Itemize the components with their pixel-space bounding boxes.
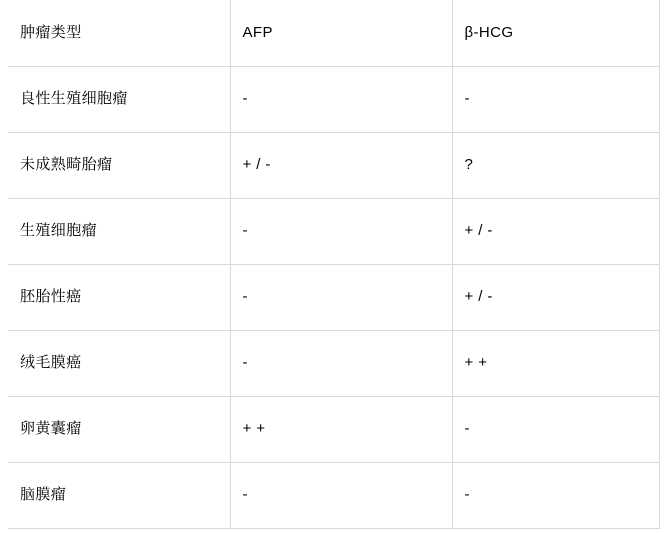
cell-tumor-type: 胚胎性癌 (8, 264, 230, 330)
table-row (8, 264, 659, 330)
cell-tumor-type: 脑膜瘤 (8, 462, 230, 528)
cell-tumor-type: 绒毛膜癌 (8, 330, 230, 396)
table-row (8, 198, 659, 264)
cell-afp-value: - (230, 330, 452, 396)
cell-tumor-type: 生殖细胞瘤 (8, 198, 230, 264)
cell-afp-value: + / - (230, 132, 452, 198)
table-row (8, 462, 659, 528)
cell-hcg-value: ? (452, 132, 659, 198)
cell-tumor-type: 良性生殖细胞瘤 (8, 66, 230, 132)
cell-hcg-value: - (452, 66, 659, 132)
column-header-hcg: β-HCG (452, 0, 659, 66)
cell-tumor-type: 卵黄囊瘤 (8, 396, 230, 462)
column-header-afp: AFP (230, 0, 452, 66)
cell-hcg-value: + + (452, 330, 659, 396)
column-header-tumor-type: 肿瘤类型 (8, 0, 230, 66)
cell-afp-value: - (230, 264, 452, 330)
cell-hcg-value: + / - (452, 198, 659, 264)
table-header-row (8, 0, 659, 66)
cell-afp-value: - (230, 462, 452, 528)
table-row (8, 330, 659, 396)
cell-afp-value: + + (230, 396, 452, 462)
cell-afp-value: - (230, 198, 452, 264)
tumor-marker-table (8, 0, 660, 529)
cell-hcg-value: - (452, 462, 659, 528)
table-row (8, 132, 659, 198)
cell-hcg-value: + / - (452, 264, 659, 330)
cell-afp-value: - (230, 66, 452, 132)
cell-hcg-value: - (452, 396, 659, 462)
table-row (8, 396, 659, 462)
table-row (8, 66, 659, 132)
cell-tumor-type: 未成熟畸胎瘤 (8, 132, 230, 198)
